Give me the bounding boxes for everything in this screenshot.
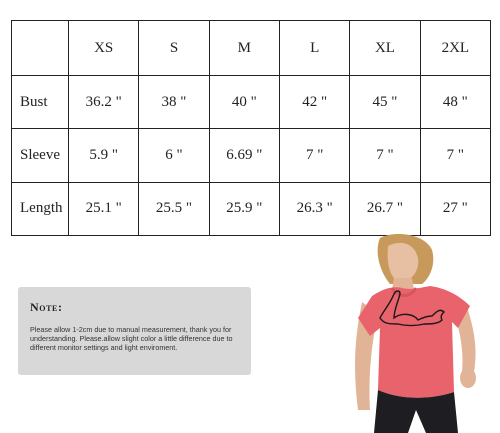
sleeve-row bbox=[12, 129, 491, 182]
bust-2xl: 48 " bbox=[420, 76, 490, 129]
header-size-m: M bbox=[209, 21, 279, 76]
note-text: Please allow 1-2cm due to manual measurement, thank you for understanding. Please.allow slight color a little difference due to different monitor settings and light enviroment. bbox=[30, 325, 233, 352]
size-chart-table bbox=[11, 20, 491, 236]
sleeve-l: 7 " bbox=[279, 129, 349, 182]
length-xl: 26.7 " bbox=[350, 182, 420, 235]
length-xs: 25.1 " bbox=[69, 182, 139, 235]
sleeve-xl: 7 " bbox=[350, 129, 420, 182]
header-size-xs: XS bbox=[69, 21, 139, 76]
bust-row bbox=[12, 76, 491, 129]
length-row bbox=[12, 182, 491, 235]
header-size-2xl: 2XL bbox=[420, 21, 490, 76]
header-size-s: S bbox=[139, 21, 209, 76]
bust-xs: 36.2 " bbox=[69, 76, 139, 129]
sleeve-2xl: 7 " bbox=[420, 129, 490, 182]
row-label-bust: Bust bbox=[12, 76, 69, 129]
bust-l: 42 " bbox=[279, 76, 349, 129]
row-label-length: Length bbox=[12, 182, 69, 235]
model-photo bbox=[350, 232, 500, 433]
size-header-row bbox=[12, 21, 491, 76]
note-box bbox=[18, 287, 251, 375]
length-2xl: 27 " bbox=[420, 182, 490, 235]
bust-xl: 45 " bbox=[350, 76, 420, 129]
sleeve-m: 6.69 " bbox=[209, 129, 279, 182]
length-l: 26.3 " bbox=[279, 182, 349, 235]
sleeve-xs: 5.9 " bbox=[69, 129, 139, 182]
bust-m: 40 " bbox=[209, 76, 279, 129]
sleeve-s: 6 " bbox=[139, 129, 209, 182]
header-size-xl: XL bbox=[350, 21, 420, 76]
row-label-sleeve: Sleeve bbox=[12, 129, 69, 182]
model-hand bbox=[460, 368, 476, 388]
length-s: 25.5 " bbox=[139, 182, 209, 235]
note-title: Note: bbox=[30, 300, 63, 314]
model-shirt bbox=[358, 286, 470, 398]
length-m: 25.9 " bbox=[209, 182, 279, 235]
bust-s: 38 " bbox=[139, 76, 209, 129]
header-corner-cell bbox=[12, 21, 69, 76]
header-size-l: L bbox=[279, 21, 349, 76]
